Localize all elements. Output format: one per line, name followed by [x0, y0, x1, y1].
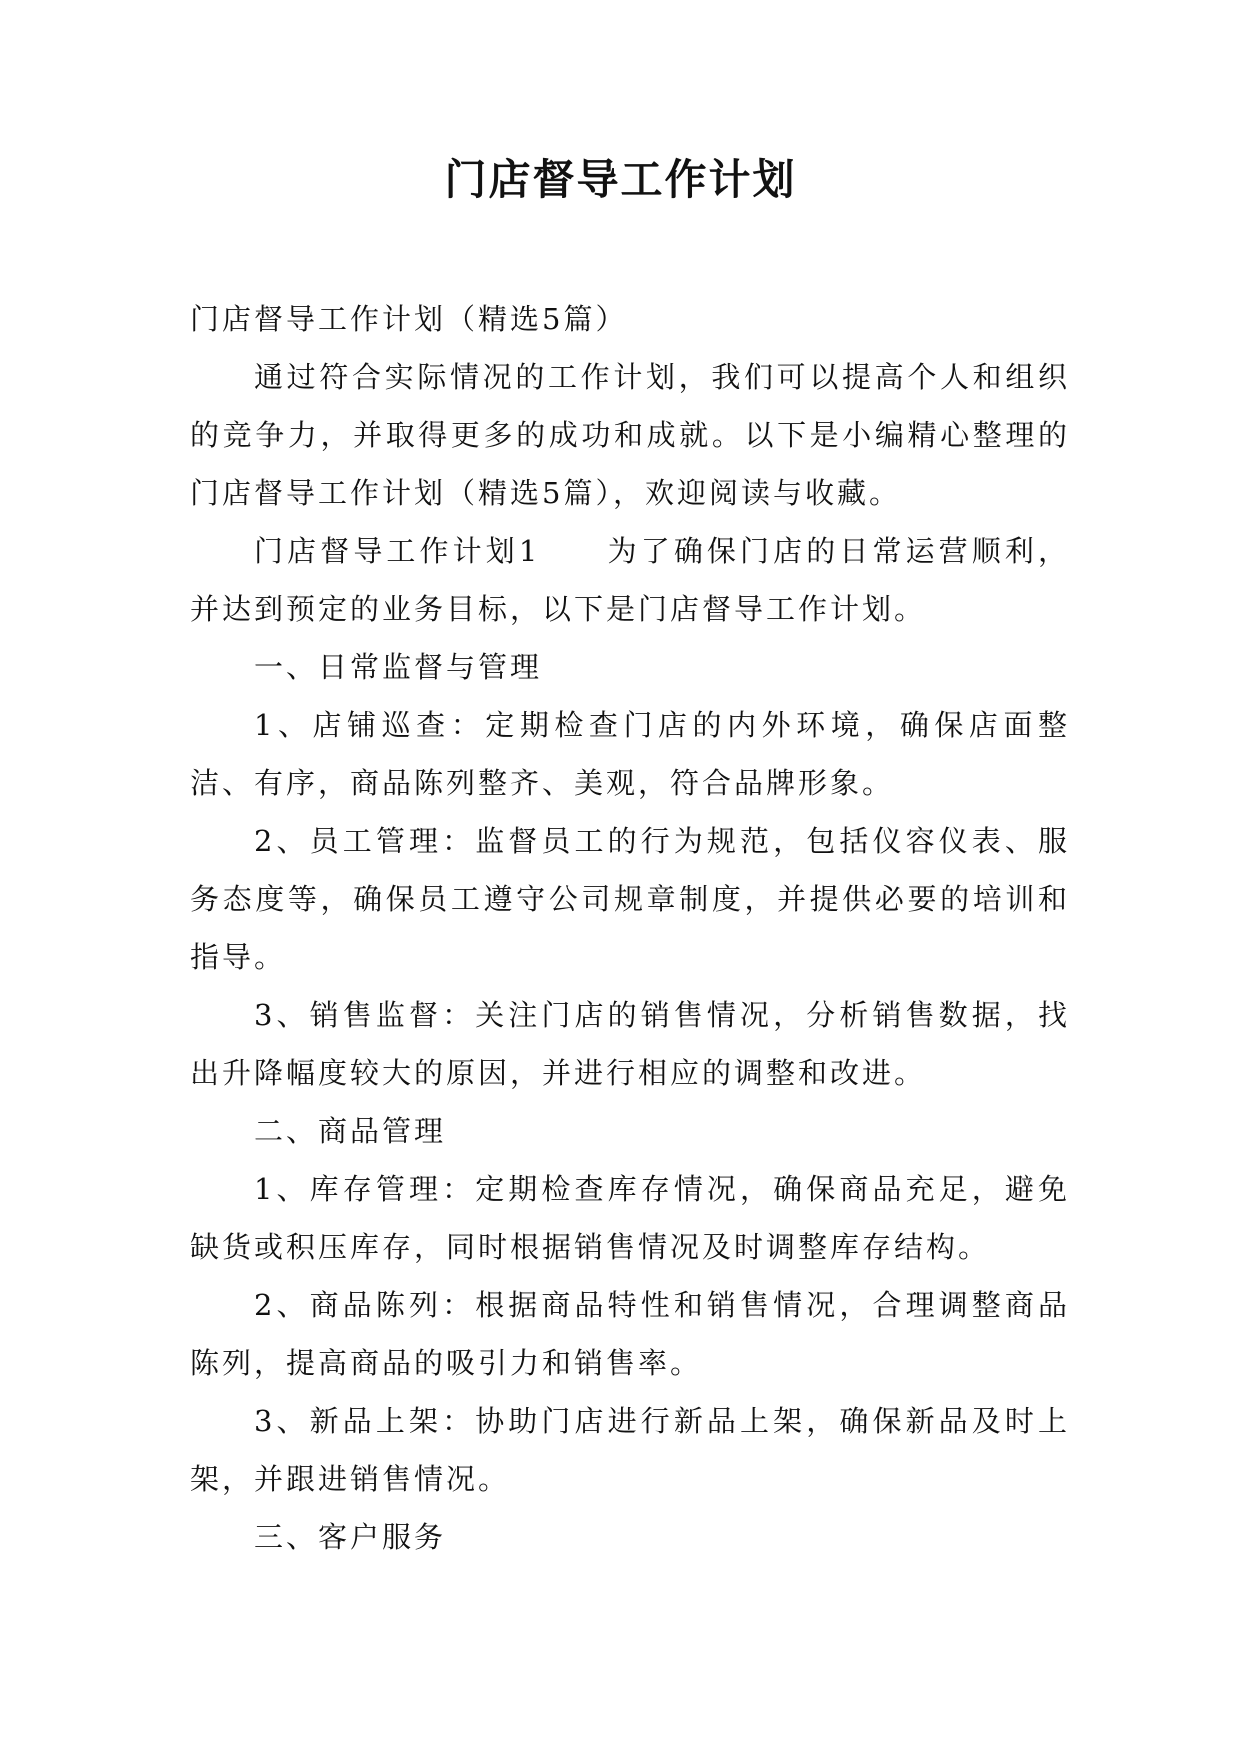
- item-sales-supervision: 3、销售监督：关注门店的销售情况，分析销售数据，找出升降幅度较大的原因，并进行相应的调整和改进。: [190, 998, 1070, 1090]
- plan-1-intro-paragraph: 门店督导工作计划1 为了确保门店的日常运营顺利，并达到预定的业务目标，以下是门店督导工作计划。: [190, 534, 1070, 626]
- section-heading-daily-supervision: 一、日常监督与管理: [254, 650, 543, 684]
- item-inventory-management: 1、库存管理：定期检查库存情况，确保商品充足，避免缺货或积压库存，同时根据销售情况及时调整库存结构。: [190, 1172, 1070, 1264]
- item-store-inspection: 1、店铺巡查：定期检查门店的内外环境，确保店面整洁、有序，商品陈列整齐、美观，符合品牌形象。: [190, 708, 1070, 800]
- item-product-display: 2、商品陈列：根据商品特性和销售情况，合理调整商品陈列，提高商品的吸引力和销售率。: [190, 1288, 1070, 1380]
- subtitle-paragraph: 门店督导工作计划（精选5篇）: [190, 302, 628, 336]
- section-heading-customer-service: 三、客户服务: [254, 1520, 447, 1554]
- item-staff-management: 2、员工管理：监督员工的行为规范，包括仪容仪表、服务态度等，确保员工遵守公司规章制度，并提供必要的培训和指导。: [190, 824, 1070, 974]
- document-title: 门店督导工作计划: [444, 155, 797, 204]
- document-body: [190, 290, 1070, 1566]
- intro-paragraph: 通过符合实际情况的工作计划，我们可以提高个人和组织的竞争力，并取得更多的成功和成就。以下是小编精心整理的门店督导工作计划（精选5篇），欢迎阅读与收藏。: [190, 360, 1070, 510]
- item-new-product-launch: 3、新品上架：协助门店进行新品上架，确保新品及时上架，并跟进销售情况。: [190, 1404, 1070, 1496]
- section-heading-product-management: 二、商品管理: [254, 1114, 447, 1148]
